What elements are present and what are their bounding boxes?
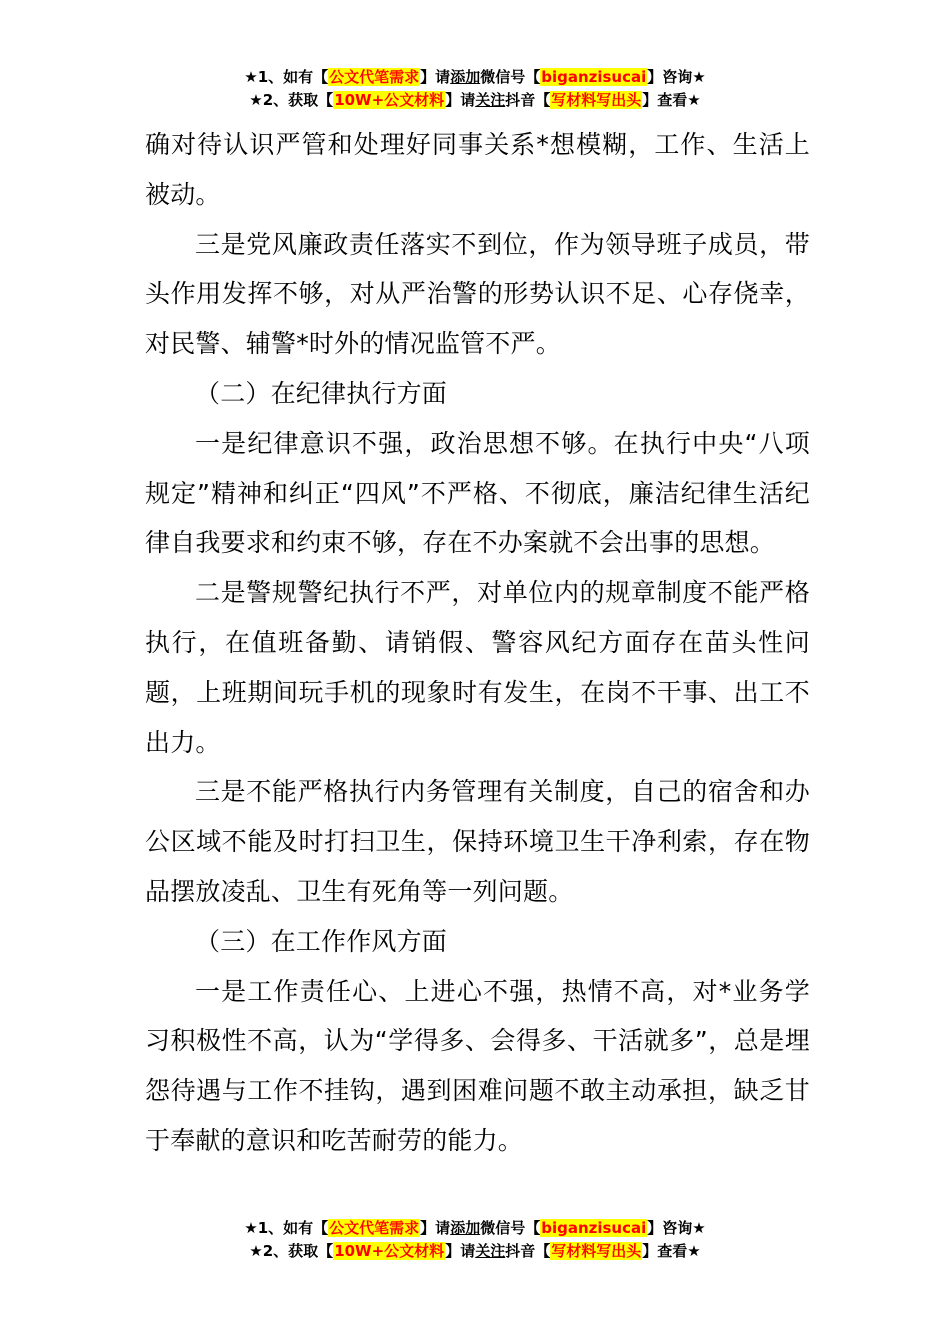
header-line-2-prefix: ★2、获取【 <box>249 91 334 109</box>
paragraph-party-responsibility: 三是党风廉政责任落实不到位，作为领导班子成员，带头作用发挥不够，对从严治警的形势认识不足、心存侥幸，对民警、辅警*时外的情况监管不严。 <box>145 229 810 359</box>
paragraph-work-responsibility: 一是工作责任心、上进心不强，热情不高，对*业务学习积极性不高，认为“学得多、会得多、干活就多”，总是埋怨待遇与工作不挂钩，遇到困难问题不敢主动承担，缺乏甘于奉献的意识和吃苦耐劳的能力。 <box>145 976 810 1155</box>
footer-line-2-suffix: 】查看★ <box>642 1242 701 1260</box>
footer-line-2-highlight-materials: 10W+公文材料 <box>334 1242 445 1260</box>
paragraph-discipline-awareness: 一是纪律意识不强，政治思想不够。在执行中央“八项规定”精神和纠正“四风”不严格、不彻底，廉洁纪律生活纪律自我要求和约束不够，存在不办案就不会出事的思想。 <box>145 428 810 558</box>
footer-line-1-prefix: ★1、如有【 <box>244 1219 329 1237</box>
header-line-1-highlight-wechat: biganzisucai <box>541 68 647 86</box>
header-line-1-suffix: 】咨询★ <box>647 68 706 86</box>
footer-line-1-mid2: 微信号【 <box>480 1219 541 1237</box>
header-line-1-highlight-service: 公文代笔需求 <box>329 68 420 86</box>
header-line-2-highlight-materials: 10W+公文材料 <box>334 91 445 109</box>
header-line-2-mid: 】请 <box>445 91 476 109</box>
header-line-1-mid: 】请 <box>420 68 451 86</box>
header-line-1-underlined: 添加 <box>450 68 481 86</box>
footer-line-1 <box>0 1217 950 1240</box>
header-line-2-suffix: 】查看★ <box>642 91 701 109</box>
document-body <box>145 120 810 1166</box>
footer-line-2-highlight-douyin: 写材料写出头 <box>551 1242 642 1260</box>
footer-line-2-mid2: 抖音【 <box>505 1242 551 1260</box>
paragraph-continuation: 确对待认识严管和处理好同事关系*想模糊，工作、生活上被动。 <box>145 130 810 209</box>
footer-line-2 <box>0 1240 950 1263</box>
header-line-1-mid2: 微信号【 <box>480 68 541 86</box>
header-line-2 <box>0 89 950 112</box>
paragraph-police-rules: 二是警规警纪执行不严，对单位内的规章制度不能严格执行，在值班备勤、请销假、警容风纪方面存在苗头性问题，上班期间玩手机的现象时有发生，在岗不干事、出工不出力。 <box>145 578 810 757</box>
header-line-1-prefix: ★1、如有【 <box>244 68 329 86</box>
header-line-2-underlined: 关注 <box>475 91 506 109</box>
footer-line-1-highlight-service: 公文代笔需求 <box>329 1219 420 1237</box>
header-line-1 <box>0 66 950 89</box>
section-heading-work-style: （三）在工作作风方面 <box>195 926 448 956</box>
paragraph-internal-management: 三是不能严格执行内务管理有关制度，自己的宿舍和办公区域不能及时打扫卫生，保持环境卫生干净利索，存在物品摆放凌乱、卫生有死角等一列问题。 <box>145 777 810 906</box>
footer-banner <box>0 1217 950 1263</box>
header-banner <box>0 66 950 112</box>
footer-line-2-prefix: ★2、获取【 <box>249 1242 334 1260</box>
header-line-2-highlight-douyin: 写材料写出头 <box>551 91 642 109</box>
footer-line-1-suffix: 】咨询★ <box>647 1219 706 1237</box>
footer-line-1-mid: 】请 <box>420 1219 451 1237</box>
header-line-2-mid2: 抖音【 <box>505 91 551 109</box>
footer-line-1-highlight-wechat: biganzisucai <box>541 1219 647 1237</box>
footer-line-2-mid: 】请 <box>445 1242 476 1260</box>
footer-line-1-underlined: 添加 <box>450 1219 481 1237</box>
section-heading-discipline: （二）在纪律执行方面 <box>195 378 448 408</box>
footer-line-2-underlined: 关注 <box>475 1242 506 1260</box>
